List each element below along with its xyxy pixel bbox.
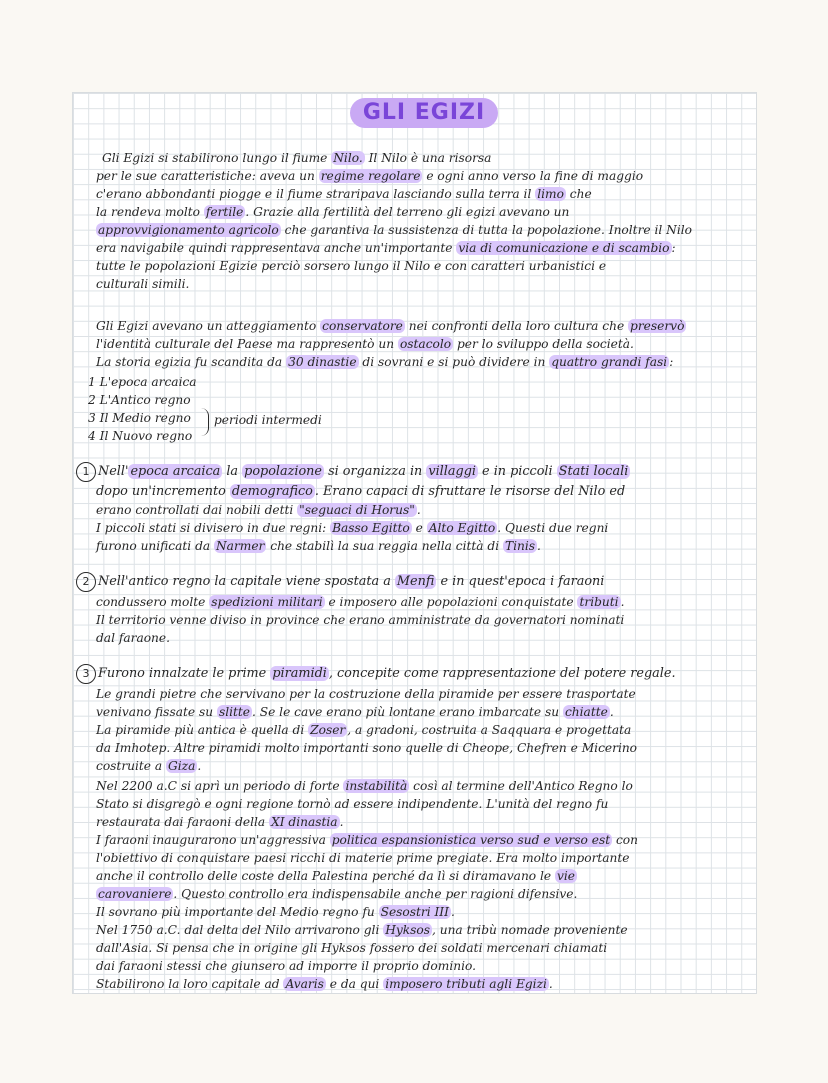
text-line: Nell'antico regno la capitale viene spostata a Menfi e in quest'epoca i faraoni: [98, 574, 605, 589]
text-line: da Imhotep. Altre piramidi molto importanti sono quelle di Cheope, Chefren e Micerino: [96, 741, 638, 755]
text-line: Nell' epoca arcaica la popolazione si organizza in villaggi e in piccoli Stati locali: [98, 464, 629, 479]
list-item: 3 Il Medio regno: [88, 411, 191, 425]
text-line: dopo un'incremento demografico . Erano capaci di sfruttare le risorse del Nilo ed: [96, 484, 626, 499]
text-line: culturali simili.: [96, 277, 190, 291]
list-item: 1 L'epoca arcaica: [88, 375, 197, 389]
text-line: restaurata dai faraoni della XI dinastia .: [96, 815, 344, 829]
text-line: Il sovrano più importante del Medio regno fu Sesostri III .: [96, 905, 455, 919]
text-line: Nel 1750 a.C. dal delta del Nilo arrivarono gli Hyksos , una tribù nomade proveniente: [96, 923, 628, 937]
text-line: la rendeva molto fertile . Grazie alla fertilità del terreno gli egizi avevano un: [96, 205, 570, 219]
brace: [200, 408, 209, 436]
text-line: Gli Egizi si stabilirono lungo il fiume Nilo. Il Nilo è una risorsa: [102, 151, 492, 165]
text-line: La piramide più antica è quella di Zoser , a gradoni, costruita a Saqquara e progettata: [96, 723, 632, 737]
bracket-note: periodi intermedi: [214, 413, 322, 427]
section-number: 3: [76, 664, 96, 684]
page-title: GLI EGIZI: [350, 98, 498, 128]
list-item: 4 Il Nuovo regno: [88, 429, 193, 443]
text-line: per le sue caratteristiche: aveva un regime regolare e ogni anno verso la fine di maggio: [96, 169, 644, 183]
list-item: 2 L'Antico regno: [88, 393, 191, 407]
text-line: furono unificati da Narmer che stabilì la sua reggia nella città di Tinis .: [96, 539, 541, 553]
text-line: tutte le popolazioni Egizie perciò sorsero lungo il Nilo e con caratteri urbanistici e: [96, 259, 607, 273]
text-line: dal faraone.: [96, 631, 170, 645]
text-line: anche il controllo delle coste della Palestina perché da lì si diramavano le vie: [96, 869, 575, 883]
text-line: Furono innalzate le prime piramidi , concepite come rappresentazione del potere regale.: [98, 666, 676, 681]
text-line: c'erano abbondanti piogge e il fiume straripava lasciando sulla terra il limo che: [96, 187, 592, 201]
section-number: 2: [76, 572, 96, 592]
text-line: La storia egizia fu scandita da 30 dinastie di sovrani e si può dividere in quattro grandi fasi :: [96, 355, 674, 369]
text-line: carovaniere . Questo controllo era indispensabile anche per ragioni difensive.: [98, 887, 578, 901]
text-line: era navigabile quindi rappresentava anche un'importante via di comunicazione e di scambio :: [96, 241, 676, 255]
text-line: approvvigionamento agricolo che garantiva la sussistenza di tutta la popolazione. Inoltre il Nilo: [98, 223, 692, 237]
text-line: l'identità culturale del Paese ma rappresentò un ostacolo per lo sviluppo della società.: [96, 337, 634, 351]
text-line: Nel 2200 a.C si aprì un periodo di forte instabilità così al termine dell'Antico Regno lo: [96, 779, 633, 793]
text-line: Gli Egizi avevano un atteggiamento conservatore nei confronti della loro cultura che preservò: [96, 319, 685, 333]
text-line: Stato si disgregò e ogni regione tornò ad essere indipendente. L'unità del regno fu: [96, 797, 609, 811]
text-line: dall'Asia. Si pensa che in origine gli Hyksos fossero dei soldati mercenari chiamati: [96, 941, 608, 955]
text-line: condussero molte spedizioni militari e imposero alle popolazioni conquistate tributi .: [96, 595, 625, 609]
text-line: Il territorio venne diviso in province che erano amministrate da governatori nominati: [96, 613, 625, 627]
text-line: Stabilirono la loro capitale ad Avaris e da qui imposero tributi agli Egizi .: [96, 977, 553, 991]
text-line: I piccoli stati si divisero in due regni: Basso Egitto e Alto Egitto . Questi due regni: [96, 521, 609, 535]
text-line: erano controllati dai nobili detti "seguaci di Horus" .: [96, 503, 421, 517]
text-line: costruite a Giza .: [96, 759, 202, 773]
section-number: 1: [76, 462, 96, 482]
text-line: dai faraoni stessi che giunsero ad imporre il proprio dominio.: [96, 959, 476, 973]
text-line: I faraoni inaugurarono un'aggressiva politica espansionistica verso sud e verso est con: [96, 833, 638, 847]
text-line: venivano fissate su slitte . Se le cave erano più lontane erano imbarcate su chiatte .: [96, 705, 614, 719]
text-line: l'obiettivo di conquistare paesi ricchi di materie prime pregiate. Era molto importante: [96, 851, 630, 865]
text-line: Le grandi pietre che servivano per la costruzione della piramide per essere trasportate: [96, 687, 636, 701]
